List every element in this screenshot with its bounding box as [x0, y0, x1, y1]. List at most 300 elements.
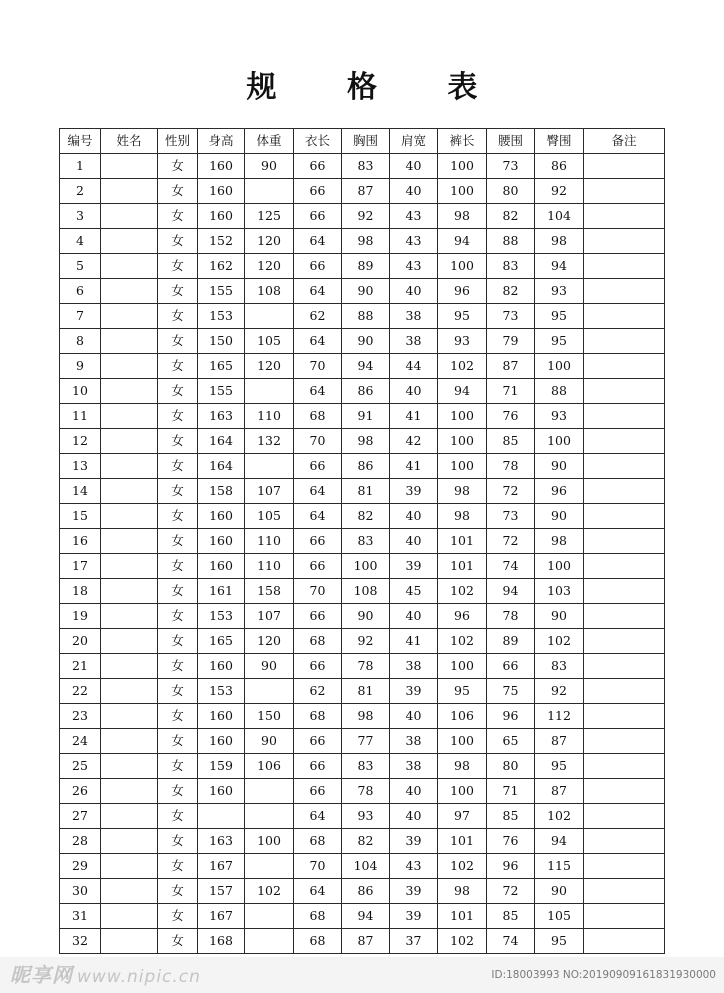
table-cell: 女	[158, 479, 198, 504]
table-cell: 90	[245, 729, 294, 754]
table-cell: 78	[487, 604, 535, 629]
table-cell	[101, 429, 158, 454]
table-cell: 102	[438, 854, 487, 879]
table-cell: 66	[294, 729, 342, 754]
table-cell: 100	[342, 554, 390, 579]
table-cell: 女	[158, 679, 198, 704]
table-row	[60, 554, 665, 579]
table-cell: 68	[294, 629, 342, 654]
table-cell: 73	[487, 504, 535, 529]
table-cell: 女	[158, 579, 198, 604]
table-row	[60, 704, 665, 729]
table-cell: 157	[198, 879, 245, 904]
table-cell: 70	[294, 354, 342, 379]
table-cell: 132	[245, 429, 294, 454]
table-cell: 152	[198, 229, 245, 254]
table-cell	[584, 854, 665, 879]
table-cell: 83	[342, 754, 390, 779]
table-cell: 83	[487, 254, 535, 279]
table-cell	[245, 679, 294, 704]
table-cell: 100	[535, 429, 584, 454]
table-row	[60, 879, 665, 904]
column-header: 性别	[158, 129, 198, 154]
table-cell: 39	[390, 879, 438, 904]
table-cell: 165	[198, 629, 245, 654]
table-cell: 75	[487, 679, 535, 704]
table-cell: 101	[438, 554, 487, 579]
table-cell: 43	[390, 204, 438, 229]
watermark-logo	[10, 962, 201, 988]
table-cell: 94	[438, 229, 487, 254]
table-cell	[101, 579, 158, 604]
table-cell: 40	[390, 504, 438, 529]
table-cell	[101, 179, 158, 204]
table-cell: 66	[294, 454, 342, 479]
table-cell: 女	[158, 454, 198, 479]
table-cell	[245, 904, 294, 929]
table-row	[60, 404, 665, 429]
table-cell: 98	[535, 529, 584, 554]
table-cell	[245, 929, 294, 954]
table-cell: 66	[294, 204, 342, 229]
table-cell: 160	[198, 729, 245, 754]
table-cell: 102	[438, 354, 487, 379]
table-cell	[584, 304, 665, 329]
table-cell	[584, 329, 665, 354]
table-row	[60, 754, 665, 779]
table-cell: 98	[535, 229, 584, 254]
table-cell: 79	[487, 329, 535, 354]
table-cell: 16	[60, 529, 101, 554]
table-cell: 92	[342, 629, 390, 654]
table-cell: 104	[342, 854, 390, 879]
table-cell: 106	[438, 704, 487, 729]
table-cell: 100	[535, 554, 584, 579]
table-cell: 4	[60, 229, 101, 254]
table-cell: 81	[342, 679, 390, 704]
table-cell: 43	[390, 254, 438, 279]
table-cell: 97	[438, 804, 487, 829]
table-cell: 女	[158, 654, 198, 679]
table-cell: 68	[294, 829, 342, 854]
table-cell: 120	[245, 229, 294, 254]
table-cell: 100	[438, 179, 487, 204]
table-cell: 30	[60, 879, 101, 904]
table-cell: 68	[294, 904, 342, 929]
table-cell: 女	[158, 554, 198, 579]
table-cell: 女	[158, 154, 198, 179]
table-cell: 90	[342, 604, 390, 629]
table-cell: 158	[198, 479, 245, 504]
table-cell: 83	[535, 654, 584, 679]
table-cell: 66	[294, 779, 342, 804]
table-cell: 女	[158, 329, 198, 354]
table-cell	[245, 854, 294, 879]
table-cell	[584, 729, 665, 754]
table-row	[60, 854, 665, 879]
table-cell	[584, 229, 665, 254]
table-cell	[584, 179, 665, 204]
table-cell: 110	[245, 404, 294, 429]
table-cell: 22	[60, 679, 101, 704]
table-cell	[101, 279, 158, 304]
table-cell: 40	[390, 779, 438, 804]
table-cell: 86	[342, 454, 390, 479]
table-cell: 110	[245, 554, 294, 579]
table-cell: 65	[487, 729, 535, 754]
table-cell: 88	[535, 379, 584, 404]
table-cell: 98	[342, 229, 390, 254]
table-cell: 女	[158, 229, 198, 254]
table-cell: 96	[487, 704, 535, 729]
table-cell: 153	[198, 679, 245, 704]
table-cell: 90	[245, 654, 294, 679]
table-cell	[584, 904, 665, 929]
table-cell: 104	[535, 204, 584, 229]
table-cell: 62	[294, 304, 342, 329]
table-cell: 28	[60, 829, 101, 854]
table-cell: 66	[487, 654, 535, 679]
table-cell: 66	[294, 754, 342, 779]
table-cell: 86	[342, 379, 390, 404]
table-cell: 72	[487, 529, 535, 554]
table-cell: 27	[60, 804, 101, 829]
table-cell: 161	[198, 579, 245, 604]
table-cell: 89	[487, 629, 535, 654]
table-cell: 90	[342, 279, 390, 304]
table-cell	[101, 229, 158, 254]
table-cell	[584, 579, 665, 604]
table-cell: 66	[294, 529, 342, 554]
table-cell	[101, 779, 158, 804]
page-title: 规 格 表	[246, 70, 508, 105]
table-cell	[584, 654, 665, 679]
table-cell: 40	[390, 154, 438, 179]
table-row	[60, 779, 665, 804]
table-cell: 女	[158, 204, 198, 229]
table-cell: 66	[294, 179, 342, 204]
table-cell: 93	[342, 804, 390, 829]
table-cell: 85	[487, 429, 535, 454]
column-header: 体重	[245, 129, 294, 154]
table-cell: 44	[390, 354, 438, 379]
table-cell	[101, 254, 158, 279]
table-cell: 38	[390, 729, 438, 754]
column-header: 胸围	[342, 129, 390, 154]
table-cell: 女	[158, 879, 198, 904]
table-cell: 102	[535, 629, 584, 654]
table-cell: 38	[390, 304, 438, 329]
table-cell: 160	[198, 554, 245, 579]
table-cell: 29	[60, 854, 101, 879]
table-cell: 70	[294, 579, 342, 604]
table-cell	[245, 304, 294, 329]
table-cell: 3	[60, 204, 101, 229]
table-cell: 女	[158, 404, 198, 429]
table-cell: 93	[438, 329, 487, 354]
table-cell	[584, 704, 665, 729]
table-cell: 81	[342, 479, 390, 504]
table-cell: 64	[294, 879, 342, 904]
table-cell	[584, 154, 665, 179]
table-cell: 98	[438, 204, 487, 229]
table-cell	[584, 454, 665, 479]
table-cell	[101, 879, 158, 904]
table-cell: 88	[342, 304, 390, 329]
table-cell	[584, 754, 665, 779]
table-cell	[584, 204, 665, 229]
table-row	[60, 279, 665, 304]
table-cell: 78	[342, 654, 390, 679]
table-cell	[245, 379, 294, 404]
table-cell: 90	[342, 329, 390, 354]
table-cell: 98	[342, 704, 390, 729]
table-cell: 80	[487, 179, 535, 204]
table-cell: 68	[294, 929, 342, 954]
table-cell: 150	[245, 704, 294, 729]
table-row	[60, 654, 665, 679]
table-cell	[101, 354, 158, 379]
table-cell: 40	[390, 604, 438, 629]
table-cell: 64	[294, 229, 342, 254]
table-cell: 女	[158, 379, 198, 404]
table-cell: 72	[487, 479, 535, 504]
table-cell: 64	[294, 504, 342, 529]
watermark-url: www.nipic.cn	[77, 967, 201, 987]
table-cell: 66	[294, 254, 342, 279]
table-cell: 102	[438, 629, 487, 654]
table-cell: 95	[535, 754, 584, 779]
table-cell: 92	[535, 179, 584, 204]
table-cell: 39	[390, 679, 438, 704]
table-cell: 女	[158, 604, 198, 629]
table-row	[60, 904, 665, 929]
table-row	[60, 229, 665, 254]
table-cell: 37	[390, 929, 438, 954]
table-cell: 82	[342, 504, 390, 529]
table-cell	[584, 404, 665, 429]
table-cell: 115	[535, 854, 584, 879]
table-cell: 32	[60, 929, 101, 954]
table-cell: 95	[438, 304, 487, 329]
table-row	[60, 454, 665, 479]
table-cell	[584, 679, 665, 704]
table-cell: 159	[198, 754, 245, 779]
table-cell: 66	[294, 154, 342, 179]
table-cell: 43	[390, 854, 438, 879]
table-cell: 163	[198, 829, 245, 854]
table-cell: 87	[487, 354, 535, 379]
table-cell: 41	[390, 454, 438, 479]
table-cell: 女	[158, 829, 198, 854]
table-cell	[101, 154, 158, 179]
table-row	[60, 154, 665, 179]
column-header: 备注	[584, 129, 665, 154]
table-cell: 98	[438, 479, 487, 504]
table-cell: 女	[158, 929, 198, 954]
table-cell: 93	[535, 404, 584, 429]
table-cell: 39	[390, 554, 438, 579]
table-cell: 40	[390, 704, 438, 729]
table-row	[60, 804, 665, 829]
table-cell: 96	[535, 479, 584, 504]
table-cell: 82	[342, 829, 390, 854]
table-cell: 155	[198, 379, 245, 404]
table-cell	[101, 529, 158, 554]
table-cell: 女	[158, 529, 198, 554]
table-cell: 165	[198, 354, 245, 379]
watermark-logo-text: 昵享网	[10, 963, 73, 987]
table-cell: 105	[245, 329, 294, 354]
table-cell	[101, 204, 158, 229]
table-cell	[101, 379, 158, 404]
table-cell: 102	[535, 804, 584, 829]
table-cell: 31	[60, 904, 101, 929]
table-row	[60, 329, 665, 354]
table-cell	[101, 654, 158, 679]
table-cell: 89	[342, 254, 390, 279]
table-cell: 167	[198, 904, 245, 929]
table-cell: 168	[198, 929, 245, 954]
table-cell: 163	[198, 404, 245, 429]
table-cell: 100	[438, 404, 487, 429]
table-cell: 108	[342, 579, 390, 604]
table-cell: 68	[294, 704, 342, 729]
table-cell: 21	[60, 654, 101, 679]
table-cell: 64	[294, 329, 342, 354]
table-cell: 150	[198, 329, 245, 354]
table-cell: 94	[487, 579, 535, 604]
table-row	[60, 179, 665, 204]
table-cell: 女	[158, 779, 198, 804]
table-cell	[584, 354, 665, 379]
table-cell: 90	[245, 154, 294, 179]
table-cell: 85	[487, 804, 535, 829]
table-cell: 98	[438, 754, 487, 779]
column-header: 肩宽	[390, 129, 438, 154]
table-cell: 83	[342, 154, 390, 179]
table-cell: 64	[294, 379, 342, 404]
table-cell: 43	[390, 229, 438, 254]
table-cell: 107	[245, 479, 294, 504]
table-cell: 71	[487, 379, 535, 404]
table-cell: 70	[294, 429, 342, 454]
table-cell: 105	[535, 904, 584, 929]
table-cell: 80	[487, 754, 535, 779]
table-cell: 95	[535, 929, 584, 954]
table-cell: 94	[342, 354, 390, 379]
table-cell	[101, 554, 158, 579]
table-row	[60, 379, 665, 404]
table-row	[60, 204, 665, 229]
table-cell	[584, 604, 665, 629]
table-cell: 女	[158, 804, 198, 829]
table-cell	[101, 729, 158, 754]
table-cell: 160	[198, 704, 245, 729]
table-cell: 78	[487, 454, 535, 479]
table-cell: 74	[487, 929, 535, 954]
table-cell: 100	[438, 154, 487, 179]
table-cell: 96	[438, 279, 487, 304]
table-cell: 164	[198, 429, 245, 454]
table-cell	[584, 529, 665, 554]
table-cell	[584, 779, 665, 804]
table-cell: 19	[60, 604, 101, 629]
table-cell	[101, 504, 158, 529]
table-cell: 100	[535, 354, 584, 379]
table-cell: 40	[390, 379, 438, 404]
table-cell: 106	[245, 754, 294, 779]
table-row	[60, 929, 665, 954]
table-cell: 25	[60, 754, 101, 779]
table-cell: 100	[438, 654, 487, 679]
column-header: 腰围	[487, 129, 535, 154]
table-cell: 90	[535, 879, 584, 904]
table-cell	[101, 404, 158, 429]
table-cell	[101, 704, 158, 729]
table-cell: 11	[60, 404, 101, 429]
table-cell: 98	[342, 429, 390, 454]
table-cell: 102	[438, 929, 487, 954]
table-cell: 77	[342, 729, 390, 754]
table-cell: 105	[245, 504, 294, 529]
table-cell: 94	[438, 379, 487, 404]
table-cell: 66	[294, 554, 342, 579]
table-cell: 24	[60, 729, 101, 754]
table-cell: 8	[60, 329, 101, 354]
table-cell	[245, 779, 294, 804]
table-cell: 38	[390, 754, 438, 779]
table-cell: 女	[158, 504, 198, 529]
table-cell: 41	[390, 629, 438, 654]
table-cell: 90	[535, 504, 584, 529]
table-cell: 7	[60, 304, 101, 329]
table-cell: 26	[60, 779, 101, 804]
table-row	[60, 429, 665, 454]
table-cell: 2	[60, 179, 101, 204]
table-cell: 94	[535, 829, 584, 854]
table-cell: 153	[198, 304, 245, 329]
table-row	[60, 254, 665, 279]
table-cell: 92	[535, 679, 584, 704]
table-cell: 95	[535, 329, 584, 354]
table-cell: 100	[438, 779, 487, 804]
table-cell: 62	[294, 679, 342, 704]
table-cell: 42	[390, 429, 438, 454]
table-cell: 14	[60, 479, 101, 504]
table-cell: 76	[487, 404, 535, 429]
table-cell: 102	[245, 879, 294, 904]
table-cell: 88	[487, 229, 535, 254]
table-cell	[101, 904, 158, 929]
table-cell	[101, 604, 158, 629]
table-cell: 70	[294, 854, 342, 879]
table-cell	[584, 479, 665, 504]
table-cell: 101	[438, 904, 487, 929]
table-cell: 20	[60, 629, 101, 654]
column-header: 臀围	[535, 129, 584, 154]
table-cell	[245, 804, 294, 829]
table-cell: 90	[535, 604, 584, 629]
table-cell: 68	[294, 404, 342, 429]
table-cell	[584, 504, 665, 529]
table-cell: 38	[390, 654, 438, 679]
table-cell: 160	[198, 204, 245, 229]
table-cell: 41	[390, 404, 438, 429]
table-cell: 女	[158, 254, 198, 279]
table-cell: 103	[535, 579, 584, 604]
table-cell	[245, 454, 294, 479]
